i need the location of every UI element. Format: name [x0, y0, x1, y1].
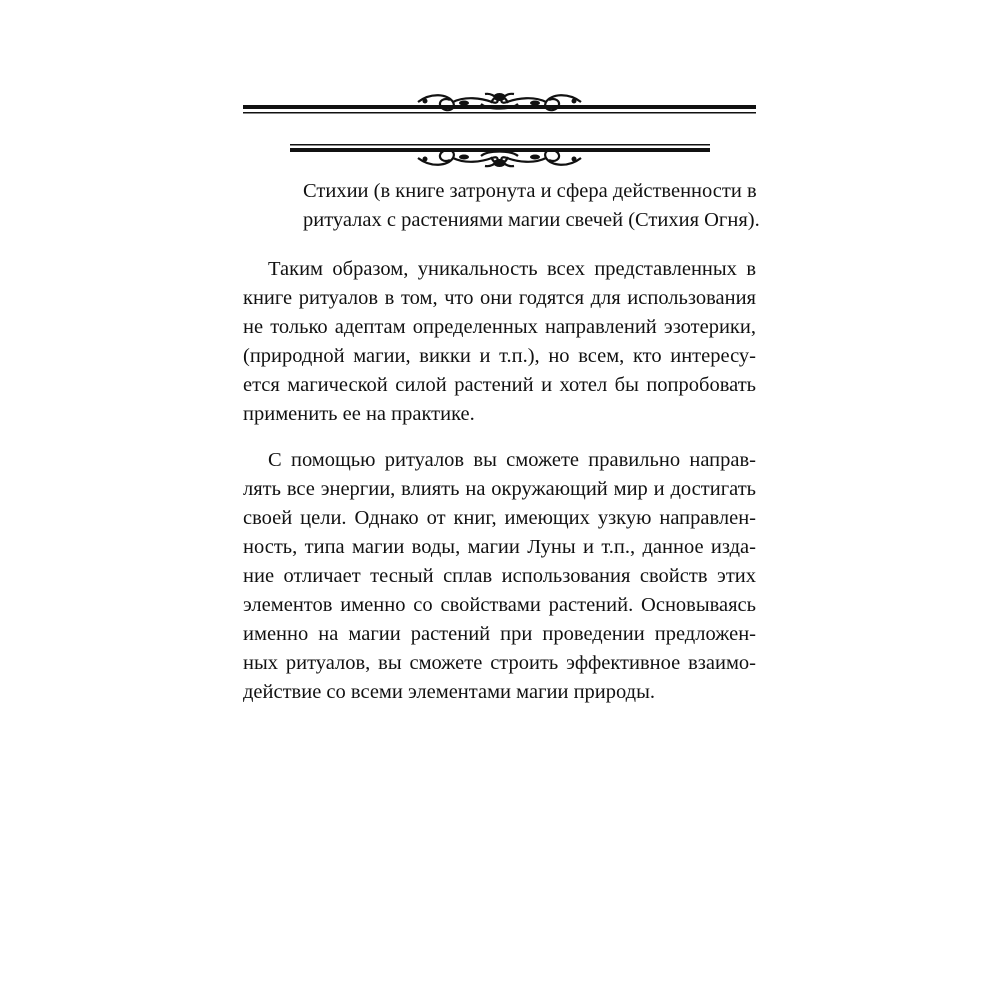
paragraph-2-line: элементов именно со свойствами растений. Основываясь — [243, 594, 756, 616]
paragraph-1-line: не только адептам определенных направлений эзотерики, — [243, 316, 756, 338]
paragraph-1-line: применить ее на практике. — [243, 403, 475, 425]
intro-line: ритуалах с растениями магии свечей (Стихия Огня). — [303, 209, 760, 231]
paragraph-1-line: (природной магии, викки и т.п.), но всем, кто интересу- — [243, 345, 756, 367]
paragraph-2-line: ность, типа магии воды, магии Луны и т.п., данное изда- — [243, 536, 756, 558]
bottom-ornamental-divider-icon — [290, 136, 710, 176]
paragraph-2-line: именно на магии растений при проведении предложен- — [243, 623, 756, 645]
intro-line: Стихии (в книге затронута и сфера действенности в — [303, 180, 757, 202]
paragraph-1-line: книге ритуалов в том, что они годятся для использования — [243, 287, 756, 309]
paragraph-2-line: ние отличает тесный сплав использования свойств этих — [243, 565, 756, 587]
paragraph-2-line: своей цели. Однако от книг, имеющих узкую направлен- — [243, 507, 756, 529]
paragraph-1-line: Таким образом, уникальность всех представленных в — [268, 258, 756, 280]
paragraph-2-line: ных ритуалов, вы сможете строить эффективное взаимо- — [243, 652, 756, 674]
paragraph-1-line: ется магической силой растений и хотел бы попробовать — [243, 374, 756, 396]
paragraph-2-line: действие со всеми элементами магии природы. — [243, 681, 655, 703]
paragraph-2-line: лять все энергии, влиять на окружающий мир и достигать — [243, 478, 756, 500]
top-ornamental-divider-icon — [243, 84, 756, 124]
paragraph-2-line: С помощью ритуалов вы сможете правильно направ- — [268, 449, 756, 471]
